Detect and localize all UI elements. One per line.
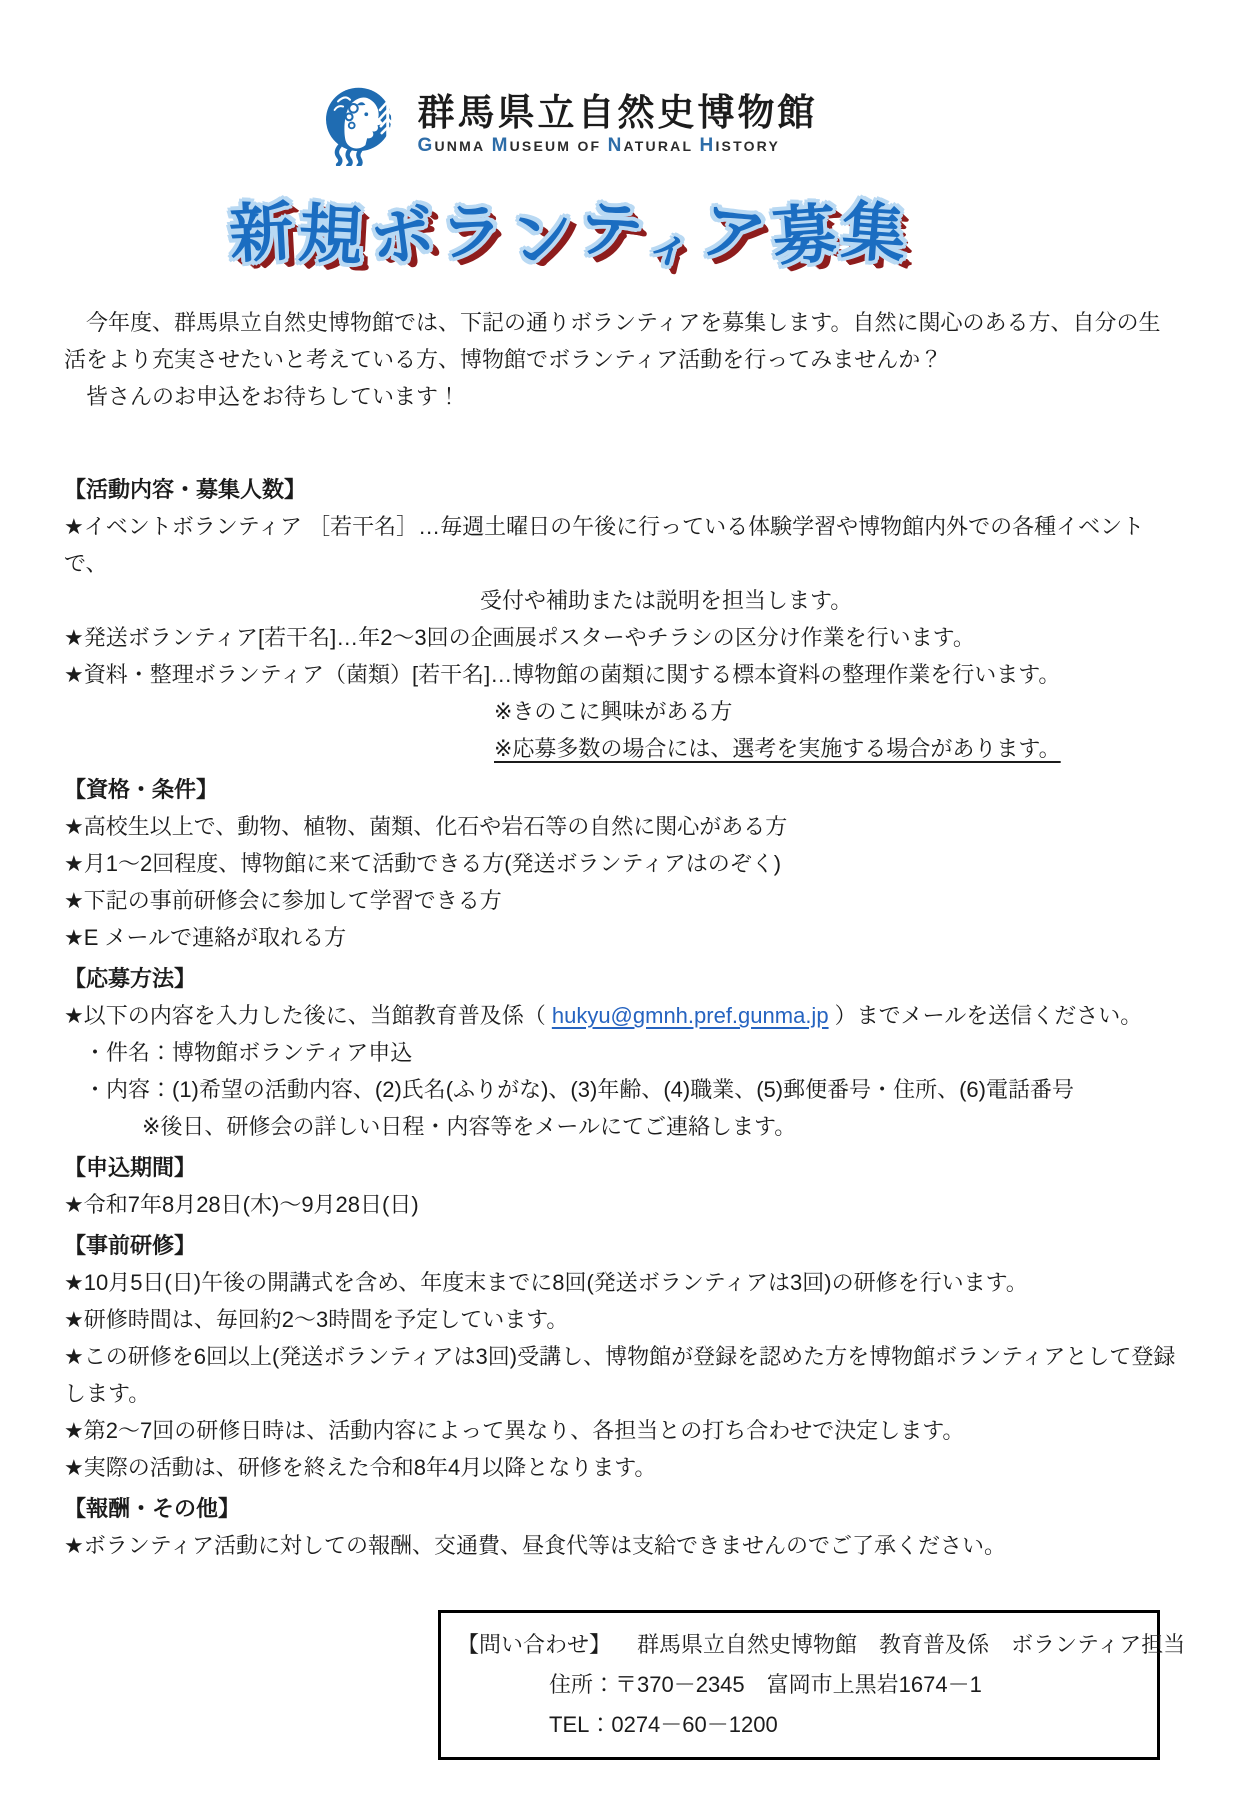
museum-logo-icon [314,84,410,166]
bullet-line: ★実際の活動は、研修を終えた令和8年4月以降となります。 [64,1455,657,1480]
org-name-jp: 群馬県立自然史博物館 [417,91,818,133]
header [9,84,1122,166]
bullet-line: ★10月5日(日)午後の開講式を含め、年度末までに8回(発送ボランティアは3回)の研修を行います。 [64,1270,1028,1295]
bullet-line: ★ボランティア活動に対しての報酬、交通費、昼食代等は支給できませんのでご了承ください。 [64,1533,1006,1558]
bullet-line: ★E メールで連絡が取れる方 [64,925,347,950]
section-heading: 【活動内容・募集人数】 [64,477,307,502]
bullet-line: ★イベントボランティア ［若干名］…毎週土曜日の午後に行っている体験学習や博物館内外での各種イベントで、 [64,514,1145,576]
bullet-line: ★令和7年8月28日(木)～9月28日(日) [64,1192,419,1217]
section-qualifications [64,771,1177,956]
section-heading: 【応募方法】 [64,966,197,991]
contact-tel: TEL：0274－60－1200 [549,1712,778,1737]
section-compensation [64,1490,1177,1564]
bullet-line: ★この研修を6回以上(発送ボランティアは3回)受講し、博物館が登録を認めた方を博物館ボランティアとして登録します。 [64,1344,1176,1406]
contact-line-1 [457,1625,1186,1665]
apply-content-line: ・内容：(1)希望の活動内容、(2)氏名(ふりがな)、(3)年齢、(4)職業、(5)郵便番号・住所、(6)電話番号 [84,1077,1074,1102]
section-activities [64,471,1177,767]
page-title: 新規ボランティア募集 [227,189,914,279]
intro-paragraph-1: 今年度、群馬県立自然史博物館では、下記の通りボランティアを募集します。自然に関心のある方、自分の生活をより充実させたいと考えている方、博物館でボランティア活動を行ってみませんか？ [64,310,1161,372]
apply-line-pre: ★以下の内容を入力した後に、当館教育普及係（ [64,1003,552,1028]
section-training [64,1227,1177,1486]
org-name-en: GUNMA MUSEUM OF NATURAL HISTORY [417,135,781,157]
org-name-block [418,93,818,158]
continuation-line: 受付や補助または説明を担当します。 [480,588,853,613]
section-heading: 【事前研修】 [64,1233,197,1258]
bullet-line: ★高校生以上で、動物、植物、菌類、化石や岩石等の自然に関心がある方 [64,814,788,839]
section-heading: 【申込期間】 [64,1155,197,1180]
contact-org: 群馬県立自然史博物館 教育普及係 ボランティア担当 [637,1632,1186,1657]
note-line-underlined: ※応募多数の場合には、選考を実施する場合があります。 [494,736,1061,761]
intro-paragraph-2: 皆さんのお申込をお待ちしています！ [86,384,461,409]
email-link[interactable]: hukyu@gmnh.pref.gunma.jp [551,1003,829,1028]
bullet-line: ★資料・整理ボランティア（菌類）[若干名]…博物館の菌類に関する標本資料の整理作業を行います。 [64,662,1061,687]
contact-box [438,1610,1186,1760]
contact-label: 【問い合わせ】 [457,1632,612,1657]
apply-line-post: ）までメールを送信ください。 [828,1003,1143,1028]
section-period [64,1149,1177,1223]
note-line: ※きのこに興味がある方 [494,699,733,724]
bullet-line: ★研修時間は、毎回約2～3時間を予定しています。 [64,1307,569,1332]
section-heading: 【報酬・その他】 [64,1496,241,1521]
apply-subject-line: ・件名：博物館ボランティア申込 [84,1040,413,1065]
apply-note-line: ※後日、研修会の詳しい日程・内容等をメールにてご連絡します。 [142,1114,797,1139]
section-apply [64,960,1177,1145]
bullet-line: ★第2～7回の研修日時は、活動内容によって異なり、各担当との打ち合わせで決定します。 [64,1418,965,1443]
contact-address: 住所：〒370－2345 富岡市上黒岩1674－1 [549,1672,982,1697]
bullet-line: ★下記の事前研修会に参加して学習できる方 [64,888,502,913]
apply-line [64,997,1177,1034]
section-heading: 【資格・条件】 [64,777,219,802]
bullet-line: ★発送ボランティア[若干名]…年2～3回の企画展ポスターやチラシの区分け作業を行います。 [64,625,975,650]
bullet-line: ★月1～2回程度、博物館に来て活動できる方(発送ボランティアはのぞく) [64,851,782,876]
